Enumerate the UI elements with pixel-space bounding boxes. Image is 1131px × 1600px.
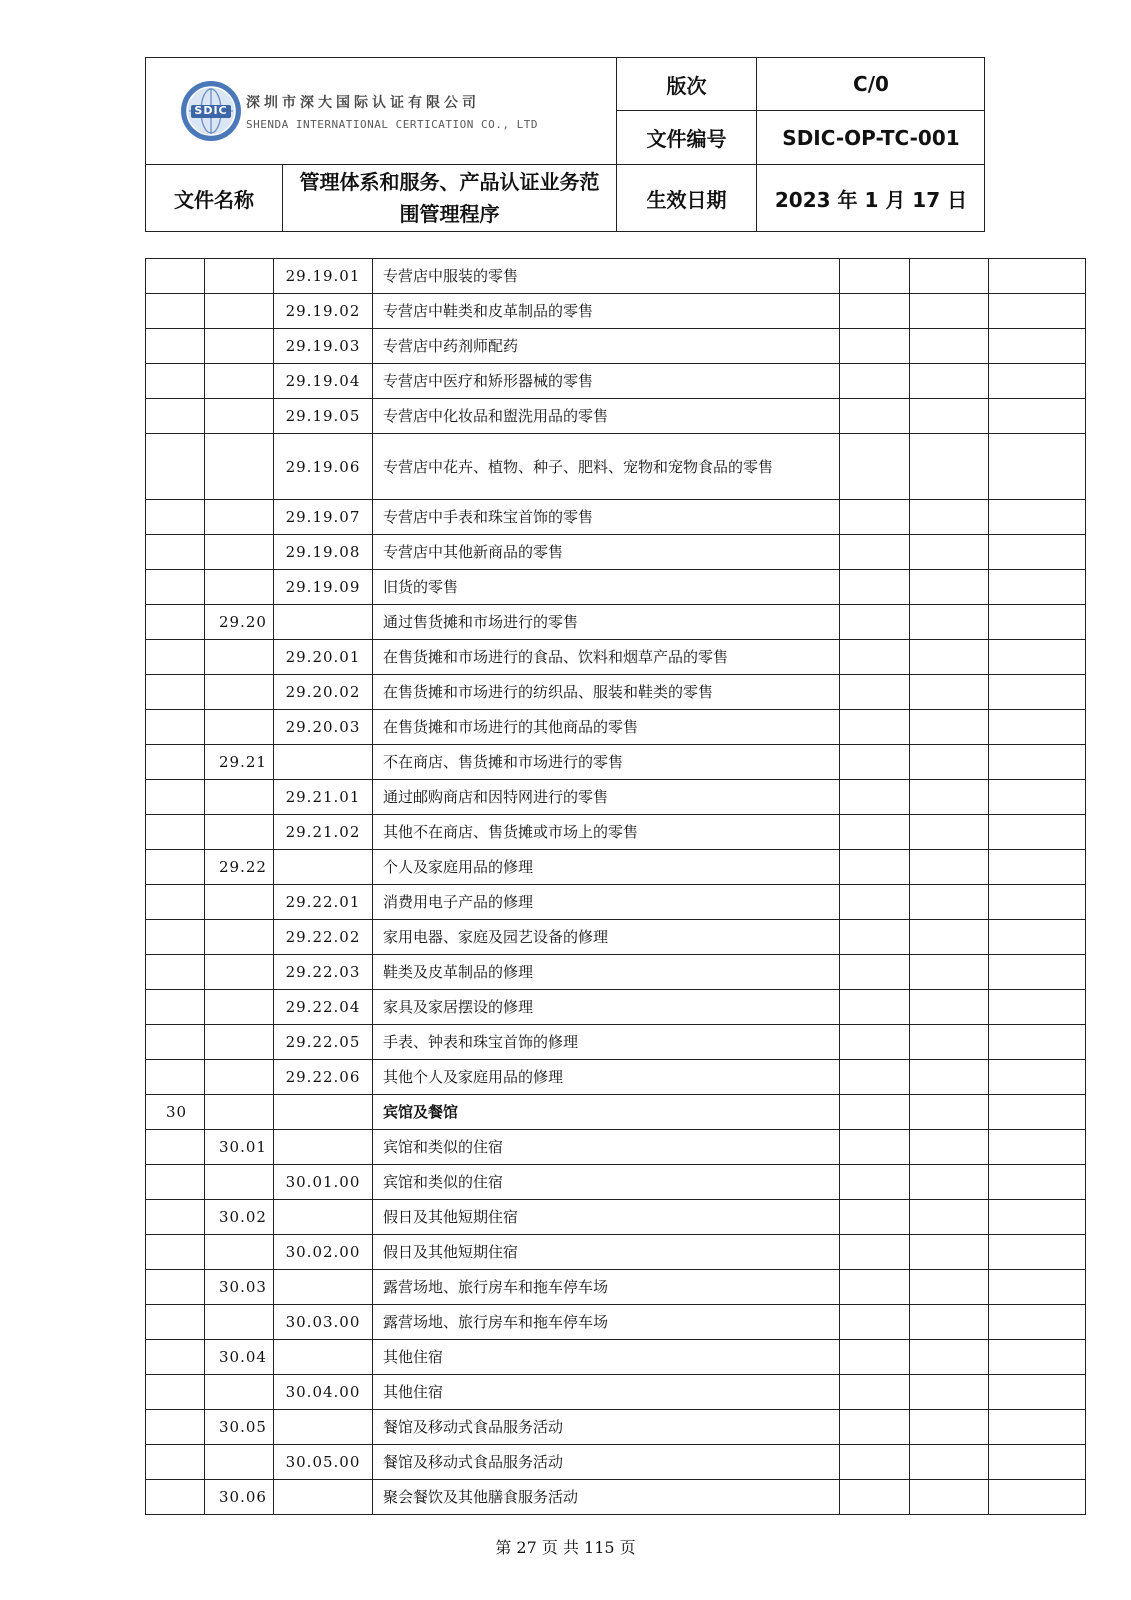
division-code-cell <box>146 850 205 885</box>
blank-cell <box>840 605 910 640</box>
group-code-cell <box>205 1025 274 1060</box>
table-row <box>146 570 1086 605</box>
blank-cell <box>989 605 1086 640</box>
blank-cell <box>840 1410 910 1445</box>
page-number: 第 27 页 共 115 页 <box>495 1538 636 1557</box>
blank-cell <box>910 1305 989 1340</box>
blank-cell <box>840 1375 910 1410</box>
blank-cell <box>840 1200 910 1235</box>
group-code-cell: 30.02 <box>205 1200 274 1235</box>
description-cell: 在售货摊和市场进行的其他商品的零售 <box>373 710 840 745</box>
division-code-cell <box>146 990 205 1025</box>
group-code-cell <box>205 570 274 605</box>
table-row <box>146 399 1086 434</box>
table-row <box>146 605 1086 640</box>
division-code-cell <box>146 1165 205 1200</box>
table-row <box>146 640 1086 675</box>
blank-cell <box>989 710 1086 745</box>
group-code-cell <box>205 955 274 990</box>
division-code-cell <box>146 1025 205 1060</box>
description-cell: 假日及其他短期住宿 <box>373 1200 840 1235</box>
blank-cell <box>840 815 910 850</box>
table-row <box>146 1235 1086 1270</box>
blank-cell <box>989 850 1086 885</box>
class-code-cell <box>274 1340 373 1375</box>
class-code-cell <box>274 1480 373 1515</box>
table-row <box>146 535 1086 570</box>
group-code-cell <box>205 885 274 920</box>
blank-cell <box>910 1445 989 1480</box>
blank-cell <box>840 259 910 294</box>
class-code-cell: 29.19.02 <box>274 294 373 329</box>
blank-cell <box>910 1025 989 1060</box>
description-cell: 专营店中花卉、植物、种子、肥料、宠物和宠物食品的零售 <box>373 434 840 500</box>
division-code-cell <box>146 259 205 294</box>
table-row <box>146 710 1086 745</box>
division-code-cell <box>146 1305 205 1340</box>
description-cell: 专营店中药剂师配药 <box>373 329 840 364</box>
class-code-cell: 30.05.00 <box>274 1445 373 1480</box>
group-code-cell <box>205 1060 274 1095</box>
division-code-cell <box>146 1060 205 1095</box>
group-code-cell: 30.05 <box>205 1410 274 1445</box>
table-row <box>146 1270 1086 1305</box>
class-code-cell: 29.19.08 <box>274 535 373 570</box>
blank-cell <box>989 885 1086 920</box>
blank-cell <box>989 990 1086 1025</box>
description-cell: 专营店中其他新商品的零售 <box>373 535 840 570</box>
table-row <box>146 1200 1086 1235</box>
description-cell: 不在商店、售货摊和市场进行的零售 <box>373 745 840 780</box>
blank-cell <box>910 1235 989 1270</box>
division-code-cell <box>146 399 205 434</box>
class-code-cell <box>274 850 373 885</box>
blank-cell <box>840 745 910 780</box>
description-cell: 露营场地、旅行房车和拖车停车场 <box>373 1305 840 1340</box>
globe-seal-icon <box>180 80 242 142</box>
division-code-cell <box>146 1200 205 1235</box>
blank-cell <box>910 259 989 294</box>
class-code-cell: 29.21.02 <box>274 815 373 850</box>
group-code-cell <box>205 1095 274 1130</box>
blank-cell <box>840 920 910 955</box>
blank-cell <box>840 710 910 745</box>
blank-cell <box>910 1095 989 1130</box>
blank-cell <box>989 1235 1086 1270</box>
blank-cell <box>840 570 910 605</box>
blank-cell <box>910 1375 989 1410</box>
group-code-cell <box>205 1235 274 1270</box>
class-code-cell <box>274 1130 373 1165</box>
blank-cell <box>840 1060 910 1095</box>
class-code-cell: 29.20.01 <box>274 640 373 675</box>
division-code-cell <box>146 1375 205 1410</box>
class-code-cell: 30.04.00 <box>274 1375 373 1410</box>
description-cell: 其他住宿 <box>373 1340 840 1375</box>
blank-cell <box>910 850 989 885</box>
class-code-cell: 30.02.00 <box>274 1235 373 1270</box>
description-cell: 专营店中医疗和矫形器械的零售 <box>373 364 840 399</box>
group-code-cell <box>205 1305 274 1340</box>
division-code-cell <box>146 294 205 329</box>
division-code-cell <box>146 1130 205 1165</box>
class-code-cell: 29.22.01 <box>274 885 373 920</box>
blank-cell <box>910 1480 989 1515</box>
company-logo <box>146 58 616 164</box>
description-cell: 在售货摊和市场进行的纺织品、服装和鞋类的零售 <box>373 675 840 710</box>
class-code-cell: 29.20.02 <box>274 675 373 710</box>
description-cell: 专营店中化妆品和盥洗用品的零售 <box>373 399 840 434</box>
blank-cell <box>910 434 989 500</box>
company-name-en: SHENDA INTERNATIONAL CERTICATION CO., LTD <box>246 117 539 131</box>
description-cell: 假日及其他短期住宿 <box>373 1235 840 1270</box>
table-row <box>146 259 1086 294</box>
description-cell: 专营店中鞋类和皮革制品的零售 <box>373 294 840 329</box>
blank-cell <box>989 1270 1086 1305</box>
blank-cell <box>989 1445 1086 1480</box>
blank-cell <box>840 955 910 990</box>
effective-date-label: 生效日期 <box>646 187 727 212</box>
blank-cell <box>989 500 1086 535</box>
class-code-cell: 29.22.06 <box>274 1060 373 1095</box>
table-row <box>146 364 1086 399</box>
blank-cell <box>840 885 910 920</box>
class-code-cell: 29.19.01 <box>274 259 373 294</box>
division-code-cell <box>146 955 205 990</box>
blank-cell <box>840 500 910 535</box>
company-name-cn: 深圳市深大国际认证有限公司 <box>246 94 480 111</box>
division-code-cell: 30 <box>146 1095 205 1130</box>
blank-cell <box>989 920 1086 955</box>
doc-number-value: SDIC-OP-TC-001 <box>782 125 960 150</box>
group-code-cell: 29.20 <box>205 605 274 640</box>
class-code-cell <box>274 1270 373 1305</box>
blank-cell <box>910 640 989 675</box>
description-cell: 鞋类及皮革制品的修理 <box>373 955 840 990</box>
group-code-cell: 30.04 <box>205 1340 274 1375</box>
blank-cell <box>910 329 989 364</box>
scope-classification-table <box>145 258 1086 1515</box>
description-cell: 通过售货摊和市场进行的零售 <box>373 605 840 640</box>
table-row <box>146 815 1086 850</box>
blank-cell <box>910 745 989 780</box>
table-row <box>146 885 1086 920</box>
table-row <box>146 329 1086 364</box>
blank-cell <box>989 1340 1086 1375</box>
blank-cell <box>910 675 989 710</box>
blank-cell <box>910 955 989 990</box>
division-code-cell <box>146 500 205 535</box>
blank-cell <box>989 1025 1086 1060</box>
blank-cell <box>989 1480 1086 1515</box>
division-code-cell <box>146 1410 205 1445</box>
table-row <box>146 500 1086 535</box>
blank-cell <box>910 990 989 1025</box>
table-row <box>146 1095 1086 1130</box>
blank-cell <box>989 1095 1086 1130</box>
description-cell: 专营店中手表和珠宝首饰的零售 <box>373 500 840 535</box>
doc-name-label: 文件名称 <box>174 187 254 212</box>
blank-cell <box>840 294 910 329</box>
blank-cell <box>910 1130 989 1165</box>
blank-cell <box>989 780 1086 815</box>
division-code-cell <box>146 364 205 399</box>
blank-cell <box>840 364 910 399</box>
blank-cell <box>840 1235 910 1270</box>
blank-cell <box>910 399 989 434</box>
blank-cell <box>840 1130 910 1165</box>
class-code-cell: 29.19.07 <box>274 500 373 535</box>
description-cell: 家具及家居摆设的修理 <box>373 990 840 1025</box>
class-code-cell: 29.19.06 <box>274 434 373 500</box>
table-row <box>146 780 1086 815</box>
blank-cell <box>840 780 910 815</box>
blank-cell <box>840 850 910 885</box>
blank-cell <box>989 1200 1086 1235</box>
class-code-cell: 29.22.04 <box>274 990 373 1025</box>
description-cell: 聚会餐饮及其他膳食服务活动 <box>373 1480 840 1515</box>
blank-cell <box>840 399 910 434</box>
group-code-cell <box>205 710 274 745</box>
group-code-cell: 29.22 <box>205 850 274 885</box>
table-row <box>146 1165 1086 1200</box>
blank-cell <box>910 1200 989 1235</box>
group-code-cell <box>205 294 274 329</box>
description-cell: 消费用电子产品的修理 <box>373 885 840 920</box>
blank-cell <box>989 364 1086 399</box>
blank-cell <box>910 920 989 955</box>
description-cell: 其他不在商店、售货摊或市场上的零售 <box>373 815 840 850</box>
group-code-cell <box>205 675 274 710</box>
division-code-cell <box>146 885 205 920</box>
version-value: C/0 <box>853 72 889 96</box>
table-row <box>146 294 1086 329</box>
blank-cell <box>989 1060 1086 1095</box>
blank-cell <box>840 1480 910 1515</box>
table-row <box>146 1305 1086 1340</box>
blank-cell <box>989 955 1086 990</box>
group-code-cell: 30.06 <box>205 1480 274 1515</box>
blank-cell <box>840 1025 910 1060</box>
doc-name-value: 管理体系和服务、产品认证业务范围管理程序 <box>299 170 600 226</box>
blank-cell <box>840 640 910 675</box>
class-code-cell: 29.22.02 <box>274 920 373 955</box>
blank-cell <box>989 1165 1086 1200</box>
group-code-cell <box>205 434 274 500</box>
description-cell: 手表、钟表和珠宝首饰的修理 <box>373 1025 840 1060</box>
table-row <box>146 920 1086 955</box>
description-cell: 餐馆及移动式食品服务活动 <box>373 1410 840 1445</box>
table-row <box>146 675 1086 710</box>
description-cell: 旧货的零售 <box>373 570 840 605</box>
document-header <box>145 57 985 232</box>
class-code-cell <box>274 1410 373 1445</box>
division-code-cell <box>146 920 205 955</box>
description-cell: 宾馆和类似的住宿 <box>373 1130 840 1165</box>
group-code-cell: 30.01 <box>205 1130 274 1165</box>
group-code-cell <box>205 329 274 364</box>
doc-number-label: 文件编号 <box>646 127 727 151</box>
description-cell: 餐馆及移动式食品服务活动 <box>373 1445 840 1480</box>
table-row <box>146 1410 1086 1445</box>
blank-cell <box>989 570 1086 605</box>
blank-cell <box>910 885 989 920</box>
group-code-cell <box>205 1445 274 1480</box>
division-code-cell <box>146 434 205 500</box>
group-code-cell <box>205 1375 274 1410</box>
table-row <box>146 1375 1086 1410</box>
description-cell: 通过邮购商店和因特网进行的零售 <box>373 780 840 815</box>
blank-cell <box>989 399 1086 434</box>
group-code-cell <box>205 500 274 535</box>
blank-cell <box>840 1305 910 1340</box>
blank-cell <box>989 259 1086 294</box>
class-code-cell: 30.03.00 <box>274 1305 373 1340</box>
blank-cell <box>989 535 1086 570</box>
table-row <box>146 1480 1086 1515</box>
blank-cell <box>910 535 989 570</box>
division-code-cell <box>146 1480 205 1515</box>
table-row <box>146 1060 1086 1095</box>
blank-cell <box>989 1130 1086 1165</box>
blank-cell <box>989 815 1086 850</box>
description-cell: 其他住宿 <box>373 1375 840 1410</box>
blank-cell <box>840 1445 910 1480</box>
group-code-cell <box>205 815 274 850</box>
blank-cell <box>910 1340 989 1375</box>
description-cell: 个人及家庭用品的修理 <box>373 850 840 885</box>
version-label: 版次 <box>666 73 707 98</box>
blank-cell <box>989 1305 1086 1340</box>
blank-cell <box>840 1095 910 1130</box>
blank-cell <box>910 780 989 815</box>
group-code-cell <box>205 780 274 815</box>
division-code-cell <box>146 570 205 605</box>
blank-cell <box>910 294 989 329</box>
division-code-cell <box>146 1340 205 1375</box>
table-row <box>146 434 1086 500</box>
table-row <box>146 850 1086 885</box>
blank-cell <box>910 605 989 640</box>
division-code-cell <box>146 710 205 745</box>
division-code-cell <box>146 605 205 640</box>
division-code-cell <box>146 535 205 570</box>
blank-cell <box>840 329 910 364</box>
group-code-cell <box>205 259 274 294</box>
table-row <box>146 1340 1086 1375</box>
blank-cell <box>840 434 910 500</box>
class-code-cell <box>274 605 373 640</box>
class-code-cell: 29.19.05 <box>274 399 373 434</box>
blank-cell <box>840 1165 910 1200</box>
description-cell: 家用电器、家庭及园艺设备的修理 <box>373 920 840 955</box>
group-code-cell <box>205 920 274 955</box>
logo-text: SDIC <box>194 104 228 117</box>
blank-cell <box>910 1410 989 1445</box>
blank-cell <box>840 535 910 570</box>
table-row <box>146 1445 1086 1480</box>
blank-cell <box>840 990 910 1025</box>
class-code-cell <box>274 745 373 780</box>
table-row <box>146 990 1086 1025</box>
table-row <box>146 745 1086 780</box>
division-code-cell <box>146 745 205 780</box>
class-code-cell <box>274 1200 373 1235</box>
class-code-cell: 30.01.00 <box>274 1165 373 1200</box>
group-code-cell <box>205 399 274 434</box>
blank-cell <box>840 675 910 710</box>
group-code-cell <box>205 990 274 1025</box>
description-cell: 宾馆和类似的住宿 <box>373 1165 840 1200</box>
division-code-cell <box>146 640 205 675</box>
description-cell: 专营店中服装的零售 <box>373 259 840 294</box>
class-code-cell: 29.19.04 <box>274 364 373 399</box>
table-row <box>146 1025 1086 1060</box>
blank-cell <box>910 1165 989 1200</box>
group-code-cell <box>205 535 274 570</box>
blank-cell <box>840 1340 910 1375</box>
class-code-cell: 29.19.09 <box>274 570 373 605</box>
blank-cell <box>910 1060 989 1095</box>
blank-cell <box>989 1410 1086 1445</box>
division-code-cell <box>146 1270 205 1305</box>
blank-cell <box>910 815 989 850</box>
description-cell: 宾馆及餐馆 <box>373 1095 840 1130</box>
division-code-cell <box>146 1235 205 1270</box>
blank-cell <box>989 745 1086 780</box>
blank-cell <box>910 364 989 399</box>
table-row <box>146 1130 1086 1165</box>
effective-date-value: 2023 年 1 月 17 日 <box>774 187 968 212</box>
class-code-cell: 29.22.05 <box>274 1025 373 1060</box>
group-code-cell: 30.03 <box>205 1270 274 1305</box>
blank-cell <box>840 1270 910 1305</box>
division-code-cell <box>146 675 205 710</box>
division-code-cell <box>146 815 205 850</box>
description-cell: 其他个人及家庭用品的修理 <box>373 1060 840 1095</box>
group-code-cell <box>205 1165 274 1200</box>
blank-cell <box>910 1270 989 1305</box>
table-row <box>146 955 1086 990</box>
blank-cell <box>989 1375 1086 1410</box>
division-code-cell <box>146 1445 205 1480</box>
blank-cell <box>989 294 1086 329</box>
class-code-cell: 29.22.03 <box>274 955 373 990</box>
blank-cell <box>989 675 1086 710</box>
description-cell: 在售货摊和市场进行的食品、饮料和烟草产品的零售 <box>373 640 840 675</box>
blank-cell <box>910 500 989 535</box>
class-code-cell: 29.19.03 <box>274 329 373 364</box>
description-cell: 露营场地、旅行房车和拖车停车场 <box>373 1270 840 1305</box>
blank-cell <box>989 434 1086 500</box>
division-code-cell <box>146 780 205 815</box>
blank-cell <box>910 570 989 605</box>
division-code-cell <box>146 329 205 364</box>
blank-cell <box>989 640 1086 675</box>
group-code-cell: 29.21 <box>205 745 274 780</box>
class-code-cell: 29.20.03 <box>274 710 373 745</box>
class-code-cell: 29.21.01 <box>274 780 373 815</box>
class-code-cell <box>274 1095 373 1130</box>
blank-cell <box>989 329 1086 364</box>
blank-cell <box>910 710 989 745</box>
group-code-cell <box>205 364 274 399</box>
group-code-cell <box>205 640 274 675</box>
